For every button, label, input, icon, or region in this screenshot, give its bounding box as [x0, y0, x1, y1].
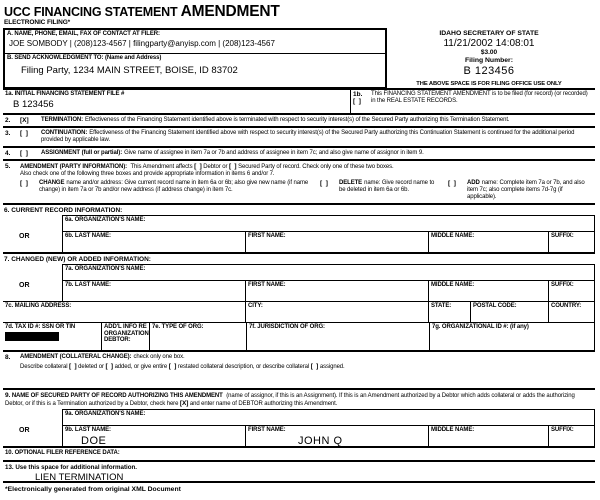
item7b-middle-label: MIDDLE NAME: — [431, 282, 475, 288]
item10-label: 10. OPTIONAL FILER REFERENCE DATA: — [5, 450, 120, 456]
item6b-first-label: FIRST NAME: — [248, 233, 286, 239]
field-7b-middle-name — [428, 280, 548, 301]
box-b-value: Filing Party, 1234 MAIN STREET, BOISE, ID 83702 — [21, 65, 238, 76]
field-7b-suffix — [548, 280, 595, 301]
field-6b-suffix — [548, 231, 595, 252]
item7c-city-label: CITY: — [248, 303, 263, 309]
change-text: name and/or address: Give current record name in item 6a or 6b; also give new name (if name change) in item 7a or 7b and/or new address (if address change) in item 7c. — [39, 180, 309, 193]
item9b-last-label: 9b. LAST NAME: — [65, 427, 111, 433]
item7f-jurisdiction-label: 7f. JURISDICTION OF ORG: — [249, 324, 325, 330]
field-7c-state — [428, 301, 470, 322]
item7d-addl-label: ADD'L INFO RE ORGANIZATION DEBTOR: — [104, 324, 149, 343]
debtor-checkbox[interactable]: [ ] — [194, 163, 202, 170]
office-space-note: THE ABOVE SPACE IS FOR FILING OFFICE USE ONLY — [416, 81, 562, 87]
item6a-label: 6a. ORGANIZATION'S NAME: — [65, 217, 146, 223]
delete-text: name: Give record name to be deleted in item 6a or 6b. — [339, 180, 435, 193]
item7-changed-information — [3, 254, 595, 352]
item9b-row — [3, 425, 595, 446]
item6a-row — [3, 215, 595, 231]
field-7d-tax-id — [3, 322, 101, 350]
item7b-suffix-label: SUFFIX: — [551, 282, 574, 288]
item6b-middle-label: MIDDLE NAME: — [431, 233, 475, 239]
item8-number: 8. — [5, 354, 11, 361]
collateral-p2: deleted or — [78, 364, 104, 370]
item9b-last-value: DOE — [81, 435, 107, 447]
field-6b-middle-name — [428, 231, 548, 252]
field-6b-first-name — [245, 231, 428, 252]
termination-checkbox[interactable]: [X] — [20, 117, 29, 124]
filing-office-stamp — [388, 30, 590, 77]
item13-additional-info — [3, 462, 595, 483]
form-title-amendment: AMENDMENT — [180, 3, 280, 20]
field-9b-last-name — [62, 425, 245, 446]
filing-fee: $3.00 — [480, 49, 498, 57]
item3-continuation — [3, 128, 595, 148]
initial-file-value: B 123456 — [13, 99, 54, 110]
delete-option — [320, 180, 448, 201]
continuation-label: CONTINUATION: — [41, 130, 88, 136]
item2-termination — [3, 115, 595, 128]
item6-header: 6. CURRENT RECORD INFORMATION: — [4, 207, 123, 214]
collateral-p5: assigned. — [319, 364, 345, 370]
field-real-estate-filing — [351, 90, 595, 113]
collateral-restated-checkbox[interactable]: [ ] — [168, 363, 177, 370]
field-7g-org-id — [429, 322, 595, 350]
field-7e-type-of-org — [149, 322, 246, 350]
item7d-tax-label: 7d. TAX ID #: SSN OR TIN — [5, 324, 76, 330]
field-9a-organization-name — [62, 409, 595, 425]
collateral-p4: restated collateral description, or describe collateral — [177, 364, 310, 370]
item7a-label: 7a. ORGANIZATION'S NAME: — [65, 266, 146, 272]
termination-label: TERMINATION: — [41, 117, 84, 123]
continuation-text: Effectiveness of the Financing Statement identified above with respect to security interest(s) of the Secured Party authorizing this Continuation Statement is continued for the additional period provided by applicable law. — [41, 130, 575, 143]
change-name-checkbox[interactable]: [ ] — [20, 180, 28, 187]
field-7b-first-name — [245, 280, 428, 301]
field-7c-country — [548, 301, 595, 322]
box-a-contact — [5, 30, 385, 54]
filer-contact-boxes — [3, 28, 387, 89]
collateral-change-options — [5, 363, 593, 371]
item7c-row — [3, 301, 595, 322]
debtor-text: Debtor or — [203, 164, 228, 170]
party-info-affects-text: This Amendment affects — [130, 164, 193, 170]
debtor-authorizing-checkbox[interactable]: [X] — [179, 400, 189, 407]
collateral-p3: added, or give entire — [114, 364, 168, 370]
item9-post: and enter name of DEBTOR authorizing this Amendment. — [189, 401, 338, 407]
item9a-row — [3, 409, 595, 425]
add-text: name: Complete item 7a or 7b, and also item 7c; also complete items 7d-7g (if applicable). — [467, 180, 585, 200]
change-option — [20, 180, 320, 201]
field-initial-file-number — [3, 90, 351, 113]
box-b-label: B. SEND ACKNOWLEDGMENT TO: (Name and Address) — [7, 55, 162, 61]
form-header — [0, 0, 600, 88]
item1b-number: 1b. — [353, 91, 363, 98]
item5-party-information — [3, 161, 595, 205]
item9a-label: 9a. ORGANIZATION'S NAME: — [65, 411, 146, 417]
item13-value: LIEN TERMINATION — [35, 472, 124, 483]
collateral-p1: Describe collateral — [20, 364, 68, 370]
item2-number: 2. — [5, 117, 11, 124]
assignment-text: Give name of assignee in item 7a or 7b and address of assignee in item 7c; and also give name of assignor in item 9. — [124, 150, 424, 156]
item7g-orgid-label: 7g. ORGANIZATIONAL ID #: (if any) — [432, 324, 529, 330]
box-b-acknowledgment — [5, 54, 385, 87]
item9-title: NAME OF SECURED PARTY OF RECORD AUTHORIZING THIS AMENDMENT — [11, 393, 223, 399]
field-6b-last-name — [62, 231, 245, 252]
electronic-filing-note: ELECTRONIC FILING* — [4, 19, 71, 26]
field-7c-postal-code — [470, 301, 548, 322]
item4-assignment — [3, 148, 595, 161]
item7c-postal-label: POSTAL CODE: — [473, 303, 517, 309]
collateral-added-checkbox[interactable]: [ ] — [105, 363, 113, 370]
real-estate-checkbox[interactable]: [ ] — [353, 98, 361, 105]
form-title-main: UCC FINANCING STATEMENT — [4, 5, 181, 19]
initial-file-label: 1a. INITIAL FINANCING STATEMENT FILE # — [5, 91, 125, 97]
field-7c-mailing-address — [3, 301, 245, 322]
filing-number-value: B 123456 — [463, 64, 515, 77]
field-9b-middle-name — [428, 425, 548, 446]
assignment-label: ASSIGNMENT (full or partial): — [41, 150, 123, 156]
field-9b-suffix — [548, 425, 595, 446]
assignment-checkbox[interactable]: [ ] — [20, 150, 28, 157]
item7a-row — [3, 264, 595, 280]
party-info-label: AMENDMENT (PARTY INFORMATION): — [20, 164, 127, 170]
box-a-label: A. NAME, PHONE, EMAIL, FAX OF CONTACT AT FILER: — [7, 31, 160, 37]
tax-id-redacted-value — [5, 332, 59, 341]
change-keyword: CHANGE — [39, 180, 65, 186]
field-7a-organization-name — [62, 264, 595, 280]
collateral-assigned-checkbox[interactable]: [ ] — [310, 363, 319, 370]
item5-number: 5. — [5, 163, 11, 170]
field-9b-first-name — [245, 425, 428, 446]
item9-paren: (name of assignor, if this is an Assignment). If this is an Amendment authorized by a Debtor which adds collateral or adds the — [226, 393, 545, 399]
real-estate-text: This FINANCING STATEMENT AMENDMENT is to be filed (for record) (or recorded) in the REAL ESTATE RECORDS. — [371, 91, 588, 104]
collateral-deleted-checkbox[interactable]: [ ] — [69, 363, 77, 370]
party-info-options — [20, 180, 598, 201]
form-body — [3, 88, 595, 496]
item7-or-label: OR — [19, 282, 30, 289]
item9-mid: authorizing Debtor, or if this is a Termination authorized by a Debtor, check here — [5, 393, 575, 407]
termination-text: Effectiveness of the Financing Statement identified above is terminated with respect to security interest(s) of the Secured Party authorizing this Termination Statement. — [85, 117, 510, 123]
generated-footnote: *Electronically generated from original XML Document — [5, 486, 181, 493]
item6b-last-label: 6b. LAST NAME: — [65, 233, 111, 239]
filing-datetime: 11/21/2002 14:08:01 — [443, 37, 535, 49]
item7e-type-label: 7e. TYPE OF ORG: — [152, 324, 204, 330]
item7c-mailing-label: 7c. MAILING ADDRESS: — [5, 303, 72, 309]
item9b-first-value: JOHN Q — [298, 435, 343, 447]
item3-number: 3. — [5, 130, 11, 137]
item9-text — [3, 390, 595, 409]
item7b-last-label: 7b. LAST NAME: — [65, 282, 111, 288]
item6-current-record — [3, 205, 595, 254]
secured-party-text: Secured Party of record. Check only one of these two boxes. — [238, 164, 394, 170]
add-keyword: ADD — [467, 180, 480, 186]
item7b-row — [3, 280, 595, 301]
collateral-change-subtitle: check only one box. — [133, 354, 185, 360]
field-7f-jurisdiction — [246, 322, 429, 350]
delete-name-checkbox[interactable]: [ ] — [320, 180, 328, 187]
item6b-row — [3, 231, 595, 252]
field-7d-addl-info — [101, 322, 149, 350]
filing-number-label: Filing Number: — [465, 56, 513, 64]
item9b-suffix-label: SUFFIX: — [551, 427, 574, 433]
field-6a-organization-name — [62, 215, 595, 231]
add-name-checkbox[interactable]: [ ] — [448, 180, 456, 187]
field-7c-city — [245, 301, 428, 322]
item9-authorizing-party — [3, 390, 595, 448]
item7c-country-label: COUNTRY: — [551, 303, 582, 309]
item9-or-label: OR — [19, 427, 30, 434]
item7d-row — [3, 322, 595, 350]
item7c-state-label: STATE: — [431, 303, 452, 309]
item7-header: 7. CHANGED (NEW) OR ADDED INFORMATION: — [4, 256, 151, 263]
item7b-first-label: FIRST NAME: — [248, 282, 286, 288]
continuation-checkbox[interactable]: [ ] — [20, 130, 28, 137]
box-a-value: JOE SOMBODY | (208)123-4567 | filingparty@anyisp.com | (208)123-4567 — [9, 39, 275, 48]
secured-party-checkbox[interactable]: [ ] — [228, 163, 237, 170]
office-name: IDAHO SECRETARY OF STATE — [439, 30, 539, 37]
delete-keyword: DELETE — [339, 180, 363, 186]
item6-or-label: OR — [19, 233, 30, 240]
item9b-first-label: FIRST NAME: — [248, 427, 286, 433]
add-option — [448, 180, 598, 201]
row-initial-statement — [3, 88, 595, 115]
item13-label: 13. Use this space for additional information. — [5, 464, 138, 471]
item9b-middle-label: MIDDLE NAME: — [431, 427, 475, 433]
item10-filer-reference — [3, 448, 595, 462]
field-7b-last-name — [62, 280, 245, 301]
item6b-suffix-label: SUFFIX: — [551, 233, 574, 239]
party-info-line2: Also check one of the following three boxes and provide appropriate information in items 6 and/or 7. — [20, 171, 275, 177]
item4-number: 4. — [5, 150, 11, 157]
item8-collateral-change — [3, 352, 595, 390]
collateral-change-label: AMENDMENT (COLLATERAL CHANGE): — [20, 354, 132, 360]
item9-number: 9. — [5, 392, 11, 399]
